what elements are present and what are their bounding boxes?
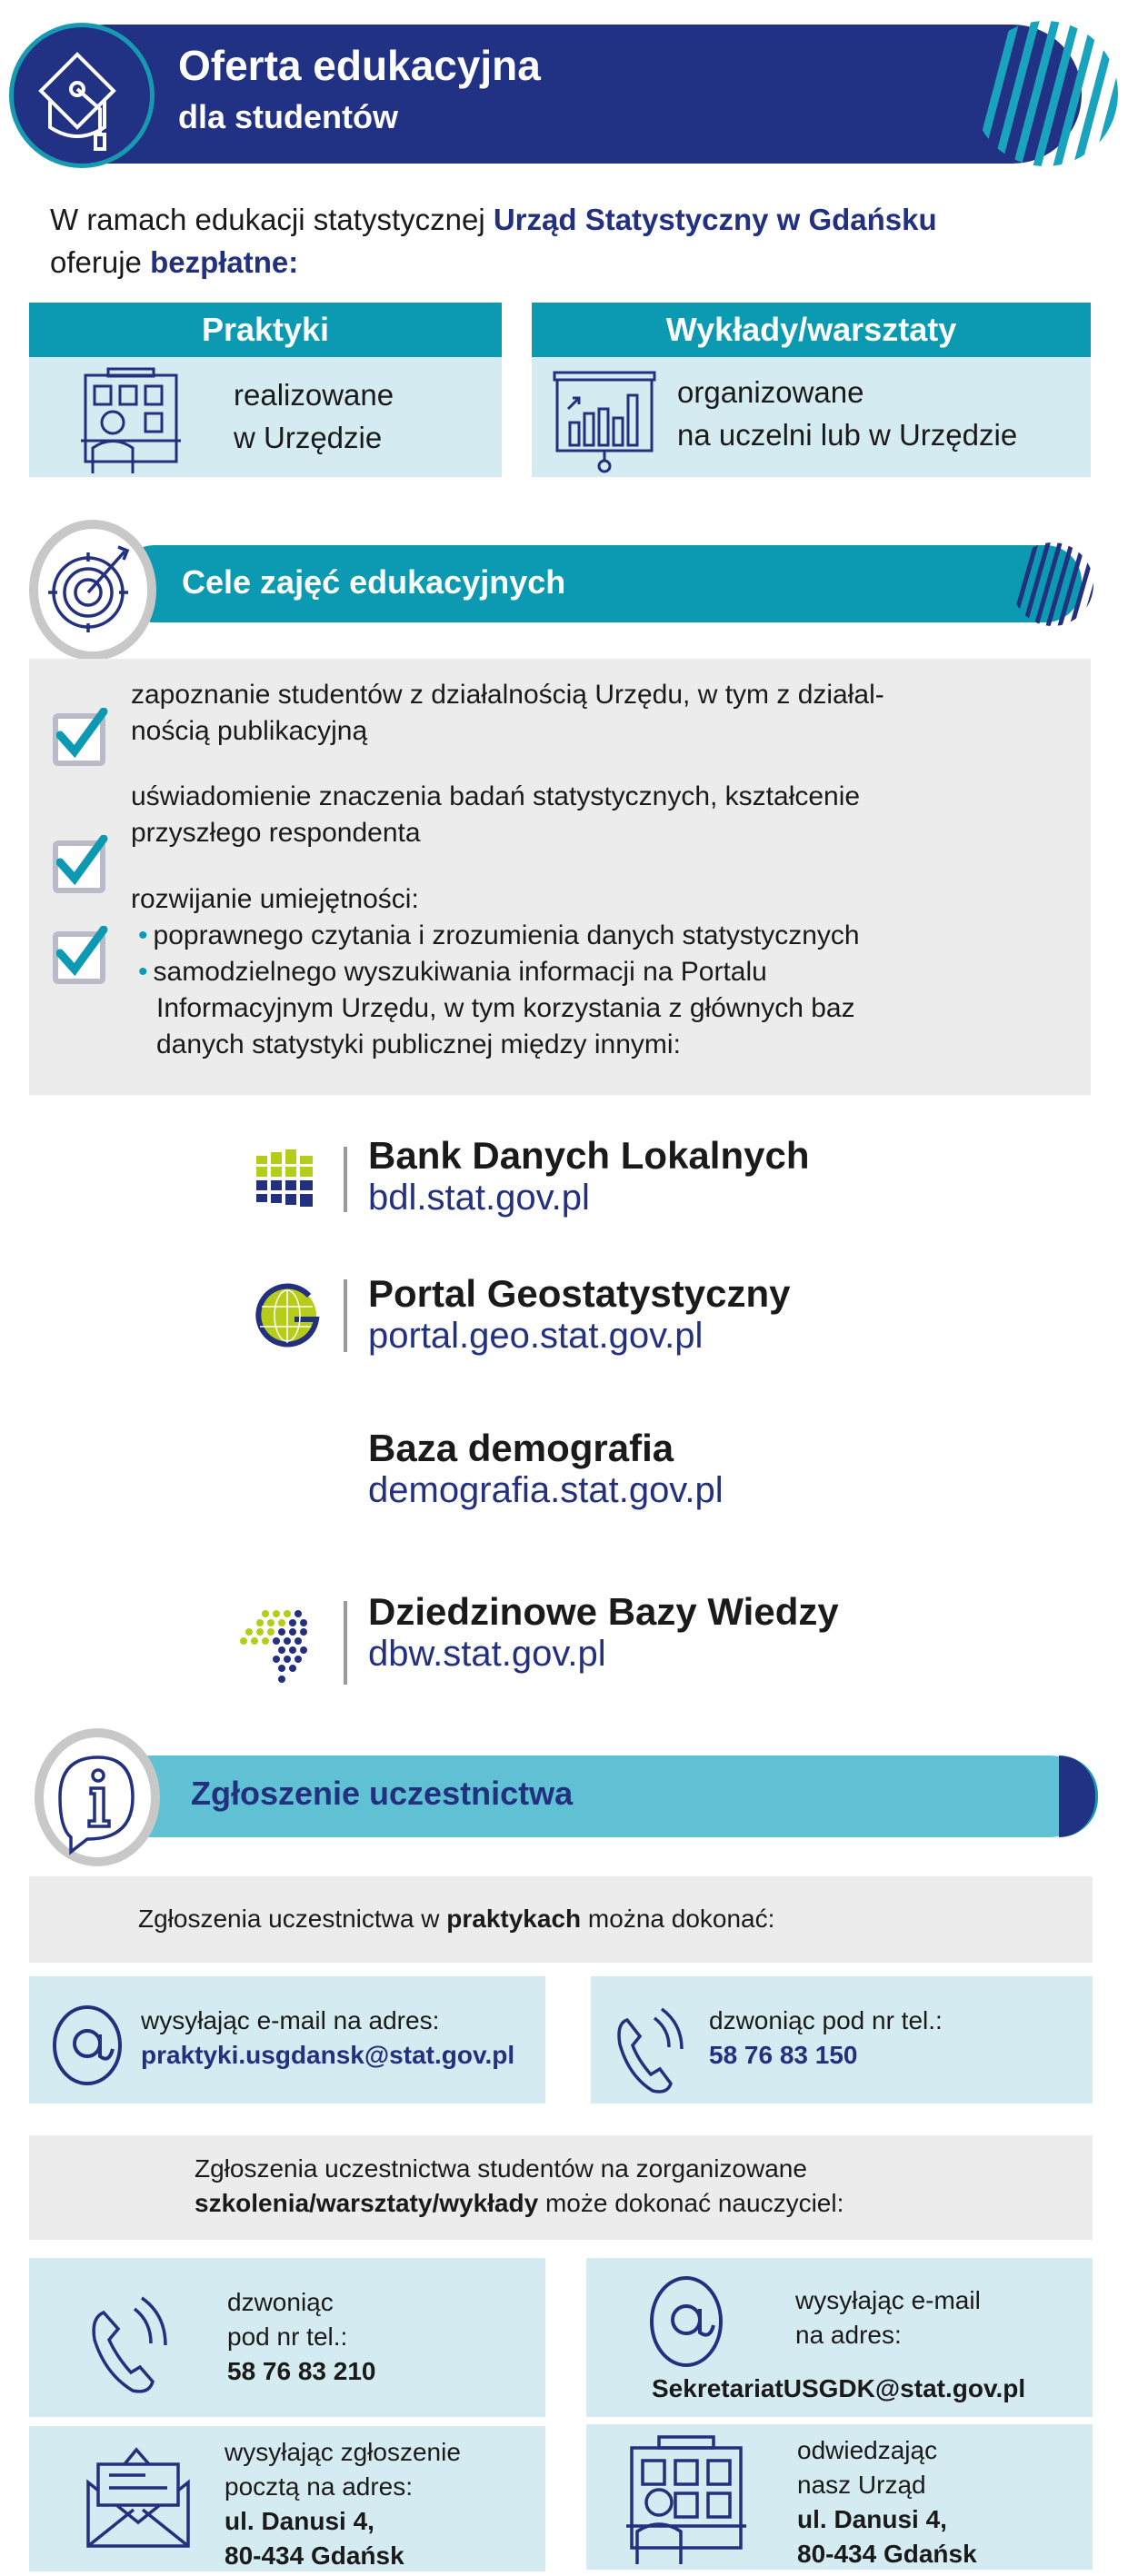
email-label: wysyłając e-mail na adres: (141, 2006, 440, 2034)
goal-bullet-text: poprawnego czytania i zrozumienia danych statystycznych (153, 920, 860, 950)
stripes-decoration-icon (1011, 542, 1094, 627)
target-icon (29, 520, 156, 661)
goal-bullet-text: danych statystyki publicznej między innymi: (156, 1029, 681, 1059)
checkbox-checked-icon (53, 931, 105, 984)
post-label-line: wysyłając zgłoszenie (225, 2438, 461, 2466)
trainings-intro (195, 2152, 844, 2221)
goal-item (131, 881, 860, 1063)
goals-box (29, 659, 1091, 1095)
offer-description (677, 371, 1017, 456)
visit-address: ul. Danusi 4, (797, 2505, 947, 2533)
goals-section-title: Cele zajęć edukacyjnych (182, 563, 566, 601)
post-label-line: pocztą na adres: (225, 2472, 414, 2501)
phone-number[interactable]: 58 76 83 150 (709, 2041, 858, 2069)
internships-text-2: można dokonać: (581, 1905, 775, 1933)
trainings-visit-card (586, 2424, 1093, 2570)
database-name: Baza demografia (368, 1427, 674, 1469)
page-title: Oferta edukacyjna (178, 42, 541, 89)
goal-line: nością publikacyjną (131, 716, 368, 746)
goal-item (131, 677, 884, 750)
offer-title: Wykłady/warsztaty (532, 303, 1091, 357)
post-address: 80-434 Gdańsk (225, 2541, 404, 2570)
trainings-line-1: Zgłoszenia uczestnictwa studentów na zorganizowane (195, 2154, 807, 2183)
intro-text (50, 198, 937, 283)
offer-line-1: realizowane (234, 378, 394, 412)
trainings-info (29, 2135, 1093, 2240)
goal-line: rozwijanie umiejętności: (131, 884, 419, 914)
phone-label-line: pod nr tel.: (227, 2322, 348, 2351)
signup-bar-cap (1059, 1755, 1098, 1837)
trainings-phone-card (29, 2258, 545, 2417)
divider (344, 1147, 347, 1212)
database-name: Dziedzinowe Bazy Wiedzy (368, 1590, 839, 1633)
geo-globe-logo-icon (255, 1283, 320, 1348)
info-bubble-icon (35, 1728, 160, 1866)
database-name: Bank Danych Lokalnych (368, 1134, 810, 1177)
visit-info (797, 2433, 977, 2571)
phone-icon (84, 2294, 175, 2394)
office-person-icon (76, 366, 185, 475)
at-sign-icon (51, 2004, 124, 2085)
email-label-line: na adres: (795, 2321, 902, 2349)
goal-item (131, 779, 860, 851)
presentation-chart-icon (550, 368, 659, 477)
phone-icon (609, 2004, 691, 2094)
database-entry (368, 1134, 809, 1218)
database-entry (368, 1272, 791, 1357)
database-entry (368, 1590, 839, 1675)
phone-label (227, 2285, 376, 2389)
divider (344, 1601, 347, 1685)
database-url[interactable]: demografia.stat.gov.pl (368, 1470, 724, 1510)
email-link[interactable]: praktyki.usgdansk@stat.gov.pl (141, 2041, 515, 2069)
intro-text-2: oferuje (50, 245, 151, 279)
goal-bullet (138, 918, 860, 954)
office-person-icon (623, 2430, 750, 2566)
internships-phone-card (591, 1976, 1093, 2104)
visit-label-line: nasz Urząd (797, 2471, 926, 2499)
database-entry (368, 1427, 724, 1511)
phone-number[interactable]: 58 76 83 210 (227, 2357, 376, 2385)
trainings-post-card (29, 2426, 545, 2571)
offer-card-lectures (532, 303, 1091, 477)
phone-label-line: dzwoniąc (227, 2288, 334, 2316)
post-address: ul. Danusi 4, (225, 2507, 374, 2535)
graduation-cap-icon (9, 23, 155, 168)
email-link[interactable]: SekretariatUSGDK@stat.gov.pl (652, 2374, 1026, 2402)
database-name: Portal Geostatystyczny (368, 1272, 791, 1315)
offer-line-1: organizowane (677, 375, 864, 409)
internships-text-1: Zgłoszenia uczestnictwa w (138, 1905, 447, 1933)
dbw-dots-logo-icon (238, 1608, 320, 1686)
goal-line: zapoznanie studentów z działalnością Urzędu, w tym z działal- (131, 680, 884, 710)
offer-description (234, 373, 394, 459)
goal-bullet-text: Informacyjnym Urzędu, w tym korzystania z głównych baz (156, 993, 855, 1023)
divider (344, 1279, 347, 1352)
intro-office-name: Urząd Statystyczny w Gdańsku (493, 203, 937, 236)
at-sign-icon (648, 2274, 725, 2370)
page-subtitle: dla studentów (178, 98, 398, 135)
checkbox-checked-icon (53, 713, 105, 766)
offer-line-2: na uczelni lub w Urzędzie (677, 418, 1018, 452)
offer-line-2: w Urzędzie (234, 421, 383, 454)
goal-bullet-text: samodzielnego wyszukiwania informacji na Portalu (153, 957, 767, 987)
visit-label-line: odwiedzając (797, 2436, 938, 2464)
email-label-line: wysyłając e-mail (795, 2286, 981, 2314)
database-url[interactable]: bdl.stat.gov.pl (368, 1178, 590, 1218)
goal-line: przyszłego respondenta (131, 818, 421, 848)
signup-section-title: Zgłoszenie uczestnictwa (191, 1775, 574, 1812)
checkbox-checked-icon (53, 840, 105, 893)
internships-email-card (29, 1976, 545, 2104)
database-url[interactable]: dbw.stat.gov.pl (368, 1634, 606, 1674)
offer-title: Praktyki (29, 303, 502, 357)
offer-card-internships (29, 303, 502, 477)
envelope-icon (84, 2446, 193, 2555)
goal-bullet (138, 954, 860, 990)
trainings-bold: szkolenia/warsztaty/wykłady (195, 2189, 539, 2217)
email-label (795, 2283, 981, 2352)
internships-intro (138, 1902, 774, 1936)
trainings-line-2: może dokonać nauczyciel: (538, 2189, 844, 2217)
bdl-logo-icon (255, 1147, 320, 1212)
database-url[interactable]: portal.geo.stat.gov.pl (368, 1316, 704, 1356)
internships-bold: praktykach (446, 1905, 582, 1933)
phone-label: dzwoniąc pod nr tel.: (709, 2006, 943, 2034)
goal-line: uświadomienie znaczenia badań statystycznych, kształcenie (131, 781, 861, 811)
post-info (225, 2435, 461, 2573)
intro-text-1: W ramach edukacji statystycznej (50, 203, 494, 236)
internships-info (29, 1876, 1093, 1963)
visit-address: 80-434 Gdańsk (797, 2540, 977, 2568)
trainings-email-card (586, 2258, 1093, 2417)
stripes-decoration-icon (954, 20, 1123, 168)
intro-free: bezpłatne: (150, 245, 299, 279)
